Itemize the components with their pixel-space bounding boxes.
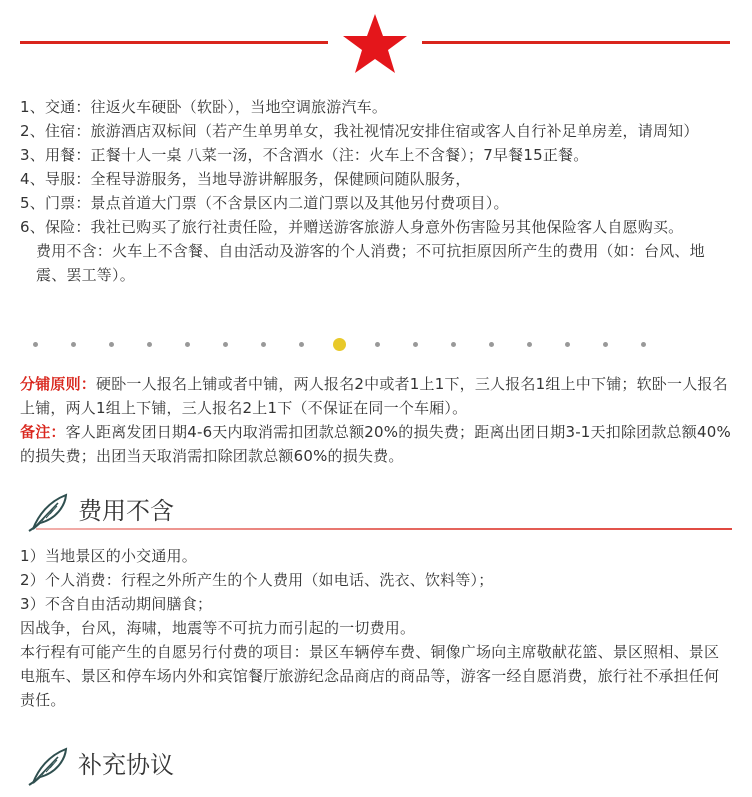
info-line-transport: 1、交通：往返火车硬卧（软卧），当地空调旅游汽车。 [20,98,388,116]
pager-dot[interactable] [223,342,228,347]
section-title-supplement: 补充协议 [78,751,174,779]
pager-dot[interactable] [185,342,190,347]
pager-dots [20,336,740,356]
pager-dot[interactable] [641,342,646,347]
berth-rule [20,372,732,420]
section-title-excluded: 费用不含 [78,497,174,525]
included-services [20,95,732,287]
note-rule [20,420,732,468]
pager-dot[interactable] [603,342,608,347]
feather-pen-icon [28,746,72,786]
pager-dot[interactable] [299,342,304,347]
excluded-line: 本行程有可能产生的自愿另行付费的项目：景区车辆停车费、铜像广场向主席敬献花篮、景区照相、景区电瓶车、景区和停车场内外和宾馆餐厅旅游纪念品商店的商品等，游客一经自愿消费，旅行社不承担任何责任。 [20,643,720,709]
feather-pen-icon [28,492,72,532]
divider-line-left [20,41,328,44]
excluded-details [20,544,732,712]
pager-dot[interactable] [109,342,114,347]
pager-dot-active[interactable] [333,338,346,351]
pager-dot[interactable] [489,342,494,347]
pager-dot[interactable] [451,342,456,347]
info-line-meals: 3、用餐：正餐十人一桌 八菜一汤，不含酒水（注：火车上不含餐）；7早餐15正餐。 [20,146,589,164]
section-rule [36,528,732,530]
note-label: 备注： [20,423,66,441]
info-line-guide: 4、导服：全程导游服务，当地导游讲解服务，保健顾问随队服务， [20,170,471,188]
note-text: 客人距离发团日期4-6天内取消需扣团款总额20%的损失费；距离出团日期3-1天扣除团款总额40%的损失费；出团当天取消需扣除团款总额60%的损失费。 [20,423,731,465]
pager-dot[interactable] [565,342,570,347]
pager-dot[interactable] [33,342,38,347]
berth-rule-text: 硬卧一人报名上铺或者中铺，两人报名2中或者1上1下，三人报名1组上中下铺；软卧一人报名上铺，两人1组上下铺，三人报名2上1下（不保证在同一个车厢）。 [20,375,728,417]
divider-line-right [422,41,730,44]
berth-rule-label: 分铺原则： [20,375,97,393]
excluded-line: 2）个人消费：行程之外所产生的个人费用（如电话、洗衣、饮料等）； [20,571,494,589]
section-header-supplement [28,746,732,786]
info-line-excluded: 费用不含：火车上不含餐、自由活动及游客的个人消费；不可抗拒原因所产生的费用（如：台风、地震、罢工等）。 [36,242,705,284]
info-line-tickets: 5、门票：景点首道大门票（不含景区内二道门票以及其他另付费项目）。 [20,194,509,212]
pager-dot[interactable] [261,342,266,347]
section-header-excluded [28,492,732,532]
rules-block [20,372,732,468]
info-line-lodging: 2、住宿：旅游酒店双标间（若产生单男单女，我社视情况安排住宿或客人自行补足单房差，请周知） [20,122,699,140]
pager-dot[interactable] [375,342,380,347]
red-star-icon [340,12,410,76]
info-line-insurance: 6、保险：我社已购买了旅行社责任险，并赠送游客旅游人身意外伤害险另其他保险客人自愿购买。 [20,218,684,236]
excluded-line: 3）不含自由活动期间膳食； [20,595,213,613]
excluded-line: 1）当地景区的小交通用。 [20,547,197,565]
excluded-line: 因战争，台风，海啸，地震等不可抗力而引起的一切费用。 [20,619,416,637]
pager-dot[interactable] [527,342,532,347]
star-divider [0,0,752,80]
pager-dot[interactable] [413,342,418,347]
pager-dot[interactable] [71,342,76,347]
pager-dot[interactable] [147,342,152,347]
